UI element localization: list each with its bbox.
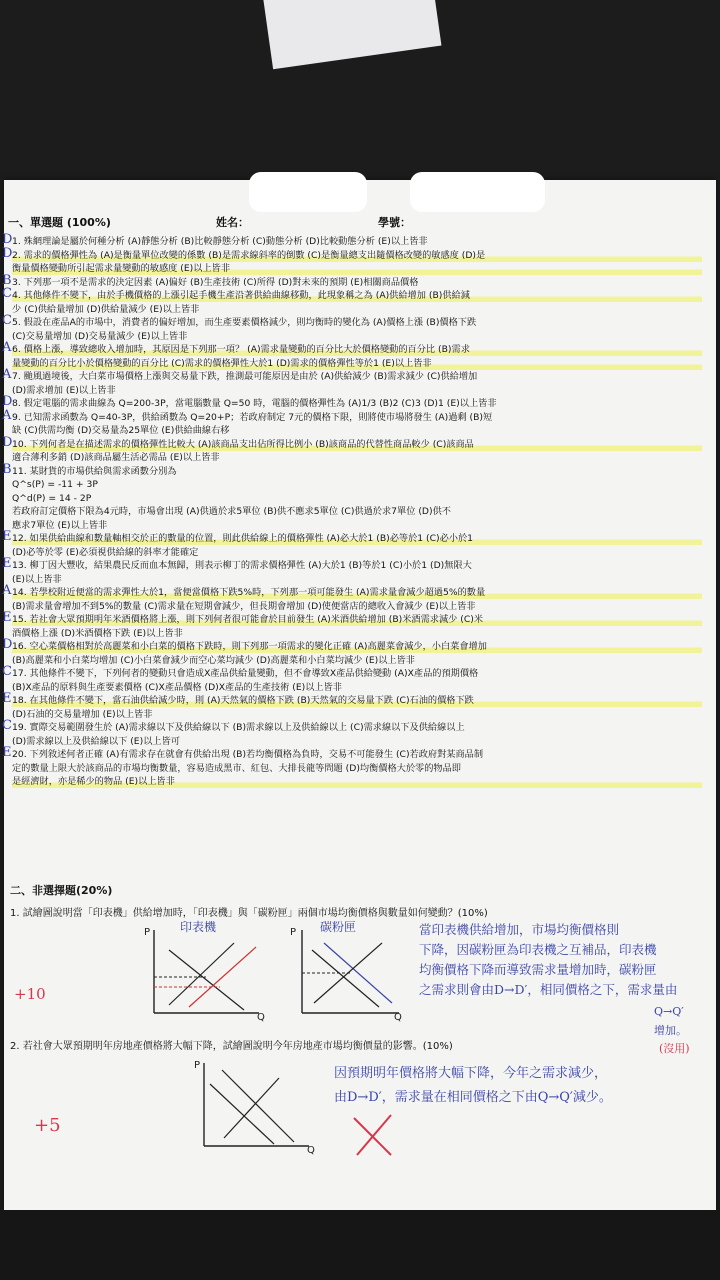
question-line: Q^s(P) = -11 + 3P [12, 479, 98, 490]
svg-text:Q: Q [394, 1012, 402, 1023]
question-line: 若政府訂定價格下限為4元時，市場會出現 (A)供過於求5單位 (B)供不應求5單位 (C)供過於求7單位 (D)供不 [12, 506, 451, 517]
essay-1-line: 當印表機供給增加，市場均衡價格則 [419, 922, 620, 937]
question-line: (D)需求線以上及供給線以下 (E)以上皆可 [12, 735, 180, 747]
privacy-blur-name [249, 172, 367, 212]
question-line: 17. 其他條件不變下，下列何者的變動只會造成X產品供給量變動，但不會導致X產品供給變動 (A)X產品的預期價格 [12, 668, 479, 679]
question-line: 酒價格上漲 (D)米酒價格下跌 (E)以上皆非 [12, 627, 183, 639]
question-line: 8. 假定電腦的需求曲線為 Q=200-3P，當電腦數量 Q=50 時，電腦的價格彈性為 (A)1/3 (B)2 (C)3 (D)1 (E)以上皆非 [12, 398, 497, 409]
essay-2-line: 因預期明年價格將大幅下降，今年之需求減少， [334, 1066, 608, 1081]
question-line: (D)石油的交易量增加 (E)以上皆非 [12, 708, 153, 720]
question-line: (D)需求增加 (E)以上皆非 [12, 384, 116, 396]
question-line: 11. 某財貨的市場供給與需求函數分別為 [12, 465, 177, 477]
question-line: (C)交易量增加 (D)交易量減少 (E)以上皆非 [12, 330, 188, 342]
background-paper-corner [262, 0, 441, 69]
question-line: 3. 下列那一項不是需求的決定因素 (A)偏好 (B)生產技術 (C)所得 (D)對未來的預期 (E)相關商品價格 [12, 276, 419, 288]
question-line: 是經濟財，亦是稀少的物品 (E)以上皆非 [12, 776, 702, 788]
question-line: 適合薄利多銷 (D)該商品屬生活必需品 (E)以上皆非 [12, 452, 220, 463]
side-note: (沒用) [659, 1042, 690, 1055]
question-line: 10. 下列何者是在描述需求的價格彈性比較大 (A)該商品支出佔所得比例小 (B)該商品的代替性商品較少 (C)該商品 [12, 439, 702, 451]
question-line: 2. 需求的價格彈性為 (A)是衡量單位改變的係數 (B)是需求線斜率的倒數 (C)是衡量總支出隨價格改變的敏感度 (D)是 [12, 250, 702, 262]
question-line: (B)高麗菜和小白菜均增加 (C)小白菜會減少而空心菜均減少 (D)高麗菜和小白菜均減少 (E)以上皆非 [12, 654, 415, 666]
question-line: (E)以上皆非 [12, 573, 62, 585]
answer-mark: E [2, 556, 12, 571]
exam-header [8, 214, 708, 232]
question-line: (D)必等於零 (E)必須視供給線的斜率才能確定 [12, 546, 199, 558]
section-title-essay: 二、非選擇題(20%) [10, 884, 113, 897]
essay-question-2: 2. 若社會大眾預期明年房地產價格將大幅下降，試繪圖說明今年房地產市場均衡價量的影響。(10%) [10, 1041, 453, 1052]
question-line: 12. 如果供給曲線和數量軸相交於正的數量的位置，則此供給線上的價格彈性 (A)必大於1 (B)必等於1 (C)必小於1 [12, 533, 702, 545]
answer-mark: E [2, 610, 12, 625]
question-line: (B)需求量會增加不到5%的數量 (C)需求量在短期會減少，但長期會增加 (D)使便當店的總收入會減少 (E)以上皆非 [12, 600, 476, 612]
essay-2-line: 由D→D′，需求量在相同價格之下由Q→Q′減少。 [334, 1090, 612, 1105]
housing-demand-graph [194, 1058, 314, 1158]
printer-supply-demand-graph [144, 920, 265, 1025]
question-line: Q^d(P) = 14 - 2P [12, 492, 92, 504]
name-label: 姓名： [216, 216, 249, 229]
answer-mark: D [2, 637, 13, 652]
answer-mark: A [2, 340, 12, 355]
question-line: (B)X產品的原料與生產要素價格 (C)X產品價格 (D)X產品的生產技術 (E)以上皆非 [12, 681, 342, 693]
answer-mark: D [2, 434, 13, 450]
graph2-label: 碳粉匣 [320, 920, 357, 934]
question-line: 20. 下列敘述何者正確 (A)有需求存在就會有供給出現 (B)若均衡價格為負時，交易不可能發生 (C)若政府對某商品制 [12, 749, 484, 760]
question-line: 18. 在其他條件不變下，當石油供給減少時，則 (A)天然氣的價格下跌 (B)天然氣的交易量下跌 (C)石油的價格下跌 [12, 695, 702, 707]
answer-mark: A [2, 583, 12, 598]
answer-mark: C [2, 664, 12, 679]
svg-text:P: P [290, 927, 297, 938]
question-line: 應求7單位 (E)以上皆非 [12, 519, 108, 531]
question-line: 4. 其他條件不變下，由於手機價格的上漲引起手機生產沿著供給曲線移動，此現象稱之為 (A)供給增加 (B)供給減 [12, 290, 702, 302]
desk-background [0, 1210, 720, 1280]
essay-1-line: 增加。 [654, 1024, 687, 1037]
score-essay-1: +10 [14, 985, 46, 1003]
exam-sheet [4, 180, 716, 1210]
question-line: 6. 價格上漲，導致總收入增加時，其原因是下列那一項？ (A)需求量變動的百分比大於價格變動的百分比 (B)需求 [12, 344, 702, 356]
question-line: 15. 若社會大眾預期明年米酒價格將上漲，則下列何者很可能會於目前發生 (A)米酒供給增加 (B)米酒需求減少 (C)米 [12, 614, 702, 626]
graph1-label: 印表機 [180, 920, 217, 934]
question-line: 9. 已知需求函數為 Q=40-3P，供給函數為 Q=20+P；若政府制定 7元的價格下限，則將使市場將發生 (A)過剩 (B)短 [12, 411, 493, 423]
answer-mark: C [2, 718, 12, 733]
score-essay-2: +5 [34, 1115, 61, 1136]
essay-1-line: 之需求則會由D→D′，相同價格之下，需求量由 [419, 982, 678, 997]
question-line: 5. 假設在產品A的市場中，消費者的偏好增加，而生產要素價格減少，則均衡時的變化為 (A)價格上漲 (B)價格下跌 [12, 317, 477, 328]
answer-mark: D [2, 394, 13, 409]
question-line: 少 (C)供給量增加 (D)供給量減少 (E)以上皆非 [12, 303, 200, 315]
answer-mark: A [2, 367, 12, 382]
question-line: 7. 颱風過境後，大白菜市場價格上漲與交易量下跌，推測最可能原因是由於 (A)供給減少 (B)需求減少 (C)供給增加 [12, 371, 478, 382]
question-line: 1. 殊網理論是屬於何種分析 (A)靜態分析 (B)比較靜態分析 (C)動態分析 (D)比較動態分析 (E)以上皆非 [12, 236, 428, 247]
toner-supply-demand-graph [290, 920, 404, 1025]
answer-mark: A [2, 407, 12, 423]
answer-mark: E [2, 745, 12, 760]
question-line: 16. 空心菜價格相對於高麗菜和小白菜的價格下跌時，則下列那一項需求的變化正確 (A)高麗菜會減少，小白菜會增加 [12, 641, 702, 653]
essay-1-line: 均衡價格下降而導致需求量增加時，碳粉匣 [419, 962, 657, 977]
svg-text:Q: Q [257, 1012, 265, 1023]
essay-1-line: Q→Q′ [654, 1005, 684, 1018]
answer-mark: C [2, 286, 12, 301]
question-line: 13. 柳丁因大豐收，結果農民反而血本無歸，則表示柳丁的需求價格彈性 (A)大於1 (B)等於1 (C)小於1 (D)無限大 [12, 560, 472, 571]
student-id-label: 學號： [378, 216, 411, 229]
question-line: 衡量價格變動所引起需求量變動的敏感度 (E)以上皆非 [12, 263, 702, 275]
svg-text:P: P [194, 1060, 201, 1071]
red-cross-mark [349, 1110, 399, 1160]
question-line: 定的數量上限大於該商品的市場均衡數量，容易造成黑市、紅包、大排長龍等問題 (D)均衡價格大於零的物品即 [12, 762, 461, 774]
answer-mark: E [2, 691, 12, 706]
essay-question-1: 1. 試繪圖說明當「印表機」供給增加時，「印表機」與「碳粉匣」兩個市場均衡價格與數量如何變動？(10%) [10, 908, 488, 919]
svg-text:Q: Q [307, 1145, 315, 1156]
answer-mark: C [2, 313, 12, 328]
question-line: 量變動的百分比小於價格變動的百分比 (C)需求的價格彈性大於1 (D)需求的價格彈性等於1 (E)以上皆非 [12, 358, 702, 370]
question-line: 缺 (C)供需均衡 (D)交易量為25單位 (E)供給曲線右移 [12, 425, 230, 436]
privacy-blur-id [410, 172, 545, 212]
svg-text:P: P [144, 927, 151, 938]
essay-1-line: 下降，因碳粉匣為印表機之互補品，印表機 [419, 942, 657, 957]
answer-mark: B [2, 461, 12, 477]
answer-mark: B [2, 272, 12, 288]
section-title-single-choice: 一、單選題 (100%) [8, 216, 111, 229]
question-line: 14. 若學校附近便當的需求彈性大於1，當便當價格下跌5%時，下列那一項可能發生 (A)需求量會減少超過5%的數量 [12, 587, 702, 599]
answer-mark: D [2, 232, 13, 247]
answer-mark: E [2, 529, 12, 544]
answer-mark: D [2, 245, 13, 261]
question-line: 19. 實際交易範圍發生於 (A)需求線以下及供給線以下 (B)需求線以上及供給線以上 (C)需求線以下及供給線以上 [12, 722, 465, 733]
